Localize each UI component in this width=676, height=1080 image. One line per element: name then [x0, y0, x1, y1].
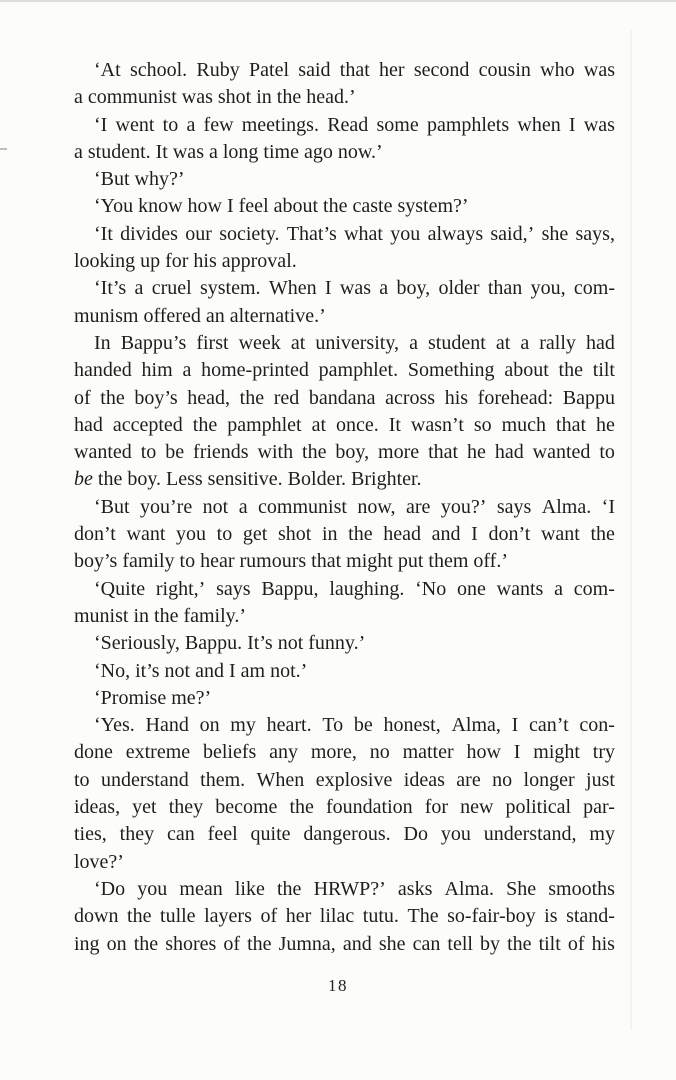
word: I	[568, 113, 576, 136]
word: tell	[447, 932, 473, 955]
word: system.	[199, 277, 261, 300]
page-text	[74, 57, 615, 958]
word: be	[165, 441, 185, 464]
word: Something	[407, 359, 495, 382]
word: by	[480, 932, 500, 955]
word: tulle	[160, 905, 196, 928]
text-line	[74, 739, 615, 766]
word: ties,	[74, 823, 107, 846]
word: Bappu	[562, 386, 615, 409]
word: about	[504, 359, 549, 382]
word: you	[137, 877, 168, 900]
scan-edge-line	[0, 0, 676, 2]
word: ing	[74, 932, 100, 955]
text-line	[74, 412, 615, 439]
word: you	[176, 523, 207, 546]
word: is	[544, 905, 558, 928]
word: he	[596, 413, 615, 436]
word: so-fair-boy	[447, 905, 536, 928]
text-line	[74, 767, 615, 794]
text-line	[74, 548, 615, 575]
text-line	[74, 166, 615, 193]
line-text: ‘Seriously, Bappu. It’s not funny.’	[94, 632, 366, 655]
word: to	[162, 113, 179, 136]
word: ‘It	[94, 222, 113, 245]
word: are	[456, 768, 481, 791]
word: a	[379, 277, 389, 300]
text-line	[74, 849, 615, 876]
text-line	[74, 385, 615, 412]
word: than	[487, 277, 523, 300]
word: want	[540, 523, 580, 546]
text-line	[74, 248, 615, 275]
word: no	[492, 768, 513, 791]
page-edge-shadow	[630, 30, 632, 1030]
word: In	[94, 331, 111, 354]
word: foundation	[325, 796, 413, 819]
word: divides	[120, 222, 178, 245]
word: when	[517, 113, 561, 136]
word: you?’	[440, 495, 487, 518]
word: explosive	[315, 768, 393, 791]
word: ‘It’s	[94, 277, 127, 300]
word: he	[467, 441, 486, 464]
word: school.	[129, 59, 188, 81]
word: ‘No	[415, 577, 447, 600]
word: Bappu,	[261, 577, 319, 600]
word: more	[378, 441, 420, 464]
word: tilt	[592, 359, 615, 382]
word: at	[311, 413, 327, 436]
word: a	[182, 359, 192, 382]
word: The	[407, 905, 439, 928]
word: how	[466, 741, 501, 764]
word: always	[427, 222, 484, 245]
word: of	[260, 905, 278, 928]
word: head,	[187, 386, 231, 409]
text-line	[74, 139, 615, 166]
word: in	[321, 523, 338, 546]
word: and	[431, 523, 461, 546]
word: the	[276, 877, 302, 900]
text-line	[74, 931, 615, 958]
word: went	[115, 113, 155, 136]
text-line	[74, 630, 615, 657]
line-text: ‘Promise me?’	[94, 686, 212, 709]
word: a	[409, 331, 418, 354]
word: our	[185, 222, 212, 245]
word: I	[513, 741, 521, 764]
word: dangerous.	[303, 823, 391, 846]
word: laughing.	[329, 577, 405, 600]
word: her	[379, 59, 405, 81]
word: wants	[496, 577, 544, 600]
word: understand	[100, 768, 189, 791]
word: you’re	[140, 495, 193, 518]
line-text: love?’	[74, 850, 124, 873]
word: Patel	[249, 59, 290, 81]
word: the	[239, 386, 265, 409]
word: his	[591, 932, 615, 955]
word: at	[495, 331, 511, 354]
word: was	[583, 59, 615, 81]
word: home-printed	[201, 359, 309, 382]
word: smooths	[548, 877, 615, 900]
word: political	[505, 796, 572, 819]
text-line	[74, 275, 615, 302]
word: says	[496, 495, 532, 518]
word: on	[106, 932, 127, 955]
word: be	[353, 714, 373, 737]
word: the	[348, 523, 373, 546]
word: that	[556, 413, 587, 436]
word: older	[438, 277, 480, 300]
line-text: munism offered an alternative.’	[74, 304, 326, 327]
word: I	[511, 714, 519, 737]
word: forehead:	[477, 386, 554, 409]
word: wanted	[74, 441, 132, 464]
word: some	[376, 113, 419, 136]
word: ‘I	[94, 113, 108, 136]
word: one	[457, 577, 486, 600]
word: extreme	[125, 741, 191, 764]
word: red	[273, 386, 300, 409]
word: tutu.	[362, 905, 399, 928]
line-text: a communist was shot in the head.’	[74, 86, 356, 109]
word: pamphlet	[227, 413, 302, 436]
page-number: 18	[328, 976, 348, 995]
word: that	[339, 59, 370, 81]
word: just	[586, 768, 615, 791]
line-text: ‘But why?’	[94, 168, 185, 191]
text-line	[74, 685, 615, 712]
word: done	[74, 741, 113, 764]
word: ideas,	[74, 796, 121, 819]
word: Alma,	[451, 714, 501, 737]
word: with	[257, 441, 294, 464]
word: tilt	[538, 932, 561, 955]
word: new	[460, 796, 494, 819]
text-line	[74, 521, 615, 548]
text-line	[74, 303, 615, 330]
word: It	[388, 413, 401, 436]
word: bandana	[308, 386, 376, 409]
italic-word: be	[74, 468, 93, 491]
text-line	[74, 603, 615, 630]
word: you	[440, 823, 471, 846]
word: them.	[200, 768, 246, 791]
word: Bappu’s	[120, 331, 187, 354]
word: not	[202, 495, 229, 518]
word: ‘Quite	[94, 577, 146, 600]
text-line	[74, 84, 615, 111]
word: the	[127, 905, 152, 928]
word: his	[444, 386, 469, 409]
word: of	[223, 932, 241, 955]
word: a	[238, 495, 248, 518]
text-line	[74, 712, 615, 739]
word: handed	[74, 359, 132, 382]
word: right,’	[155, 577, 206, 600]
word: beliefs	[202, 741, 257, 764]
word: to	[216, 523, 233, 546]
word: When	[268, 277, 317, 300]
word: friends	[193, 441, 249, 464]
word: on	[199, 714, 220, 737]
word: ‘Yes.	[94, 714, 135, 737]
word: ‘But	[94, 495, 130, 518]
word: Do	[403, 823, 428, 846]
word: Read	[327, 113, 369, 136]
word: To	[322, 714, 344, 737]
line-text: ‘You know how I feel about the caste system?’	[94, 195, 469, 218]
word: lilac	[319, 905, 355, 928]
text-line	[74, 357, 615, 384]
word: head	[383, 523, 421, 546]
word: wanted	[532, 441, 591, 464]
text-line	[74, 466, 615, 493]
word: the	[507, 932, 532, 955]
word: don’t	[488, 523, 531, 546]
word: down	[74, 905, 119, 928]
word: a	[186, 113, 196, 136]
word: try	[592, 741, 615, 764]
word: of	[567, 932, 585, 955]
word: shores	[165, 932, 217, 955]
word: she	[541, 222, 569, 245]
word: matter	[402, 741, 454, 764]
line-text: boy’s family to hear rumours that might put them off.’	[74, 550, 509, 573]
text-line	[74, 903, 615, 930]
word: my	[230, 714, 256, 737]
word: layers	[204, 905, 252, 928]
word: that	[428, 441, 459, 464]
word: for	[424, 796, 449, 819]
word: who	[540, 59, 575, 81]
word: any	[269, 741, 298, 764]
word: had	[494, 441, 524, 464]
word: She	[506, 877, 537, 900]
text-line	[74, 57, 615, 84]
word: can	[412, 932, 441, 955]
word: the	[192, 413, 218, 436]
word: feel	[207, 823, 238, 846]
word: student	[428, 331, 486, 354]
word: said	[298, 59, 331, 81]
word: ‘I	[601, 495, 615, 518]
word: meetings.	[241, 113, 319, 136]
word: Jumna,	[278, 932, 336, 955]
word: a	[554, 577, 564, 600]
word: to	[599, 441, 615, 464]
scan-speck	[0, 148, 7, 150]
word: shot	[277, 523, 312, 546]
word: ideas	[403, 768, 445, 791]
text-line	[74, 112, 615, 139]
word: was	[339, 277, 371, 300]
word: cousin	[478, 59, 531, 81]
word: first	[196, 331, 229, 354]
word: boy,	[396, 277, 431, 300]
word: ‘At	[94, 59, 121, 81]
word: don’t	[74, 523, 116, 546]
word: more,	[310, 741, 357, 764]
word: are	[405, 495, 431, 518]
line-text: munist in the family.’	[74, 604, 247, 627]
word: Alma.	[444, 877, 494, 900]
text-line	[74, 576, 615, 603]
text-line	[74, 330, 615, 357]
word: him	[141, 359, 173, 382]
word: might	[533, 741, 580, 764]
word: yet	[132, 796, 157, 819]
word: can	[167, 823, 195, 846]
word: wasn’t	[410, 413, 464, 436]
word: con-	[579, 714, 615, 737]
word: to	[140, 441, 157, 464]
word: Alma.	[541, 495, 592, 518]
word: what	[344, 222, 383, 245]
word: communist	[258, 495, 347, 518]
word: of	[74, 386, 91, 409]
word: honest,	[383, 714, 441, 737]
word: at	[290, 331, 306, 354]
word: to	[74, 768, 90, 791]
word: Hand	[145, 714, 189, 737]
word: says,	[575, 222, 615, 245]
word: pamphlet.	[318, 359, 399, 382]
word: Ruby	[196, 59, 240, 81]
word: had	[74, 413, 103, 436]
word: boy’s	[134, 386, 178, 409]
word: says	[216, 577, 251, 600]
word: HRWP?’	[313, 877, 386, 900]
word: pamphlets	[426, 113, 510, 136]
word: mean	[179, 877, 223, 900]
word: she	[378, 932, 406, 955]
word: you	[390, 222, 421, 245]
text-line	[74, 221, 615, 248]
text-line	[74, 794, 615, 821]
line-text: a student. It was a long time ago now.’	[74, 140, 383, 163]
word: accepted	[112, 413, 183, 436]
word: I	[324, 277, 332, 300]
word: once.	[336, 413, 379, 436]
word: much	[501, 413, 547, 436]
text-line	[74, 193, 615, 220]
text-line	[74, 658, 615, 685]
word: so	[473, 413, 492, 436]
word: become	[215, 796, 278, 819]
word: the	[590, 523, 615, 546]
word: like	[234, 877, 265, 900]
word: com-	[573, 277, 615, 300]
word: quite	[250, 823, 291, 846]
word: the	[133, 932, 159, 955]
line-text: ‘No, it’s not and I am not.’	[94, 659, 308, 682]
line-text: looking up for his approval.	[74, 250, 297, 273]
word: want	[126, 523, 166, 546]
word: stand-	[566, 905, 615, 928]
word: across	[385, 386, 436, 409]
word: was	[583, 113, 615, 136]
word: my	[589, 823, 615, 846]
word: and	[342, 932, 372, 955]
word: week	[238, 331, 281, 354]
line-text: the boy. Less sensitive. Bolder. Brighter.	[97, 468, 422, 491]
word: society.	[219, 222, 280, 245]
text-line	[74, 439, 615, 466]
text-line	[74, 494, 615, 521]
word: par-	[583, 796, 615, 819]
word: the	[302, 441, 327, 464]
word: understand,	[483, 823, 577, 846]
word: That’s	[286, 222, 337, 245]
word: rally	[539, 331, 576, 354]
word: boy,	[335, 441, 370, 464]
word: I	[471, 523, 478, 546]
word: had	[585, 331, 615, 354]
word: her	[285, 905, 312, 928]
word: the	[100, 386, 125, 409]
word: few	[203, 113, 234, 136]
word: no	[369, 741, 390, 764]
word: asks	[397, 877, 433, 900]
word: longer	[523, 768, 575, 791]
word: heart.	[266, 714, 312, 737]
text-line	[74, 821, 615, 848]
word: a	[134, 277, 144, 300]
word: a	[520, 331, 530, 354]
word: the	[247, 932, 272, 955]
word: now,	[357, 495, 396, 518]
word: the	[558, 359, 583, 382]
word: When	[256, 768, 305, 791]
word: com-	[573, 577, 615, 600]
word: the	[289, 796, 314, 819]
word: they	[119, 823, 155, 846]
word: said,’	[490, 222, 535, 245]
word: ‘Do	[94, 877, 126, 900]
word: university,	[315, 331, 400, 354]
word: you,	[530, 277, 566, 300]
word: they	[168, 796, 204, 819]
word: cruel	[151, 277, 192, 300]
word: second	[413, 59, 470, 81]
word: get	[242, 523, 268, 546]
word: can’t	[529, 714, 569, 737]
text-line	[74, 876, 615, 903]
